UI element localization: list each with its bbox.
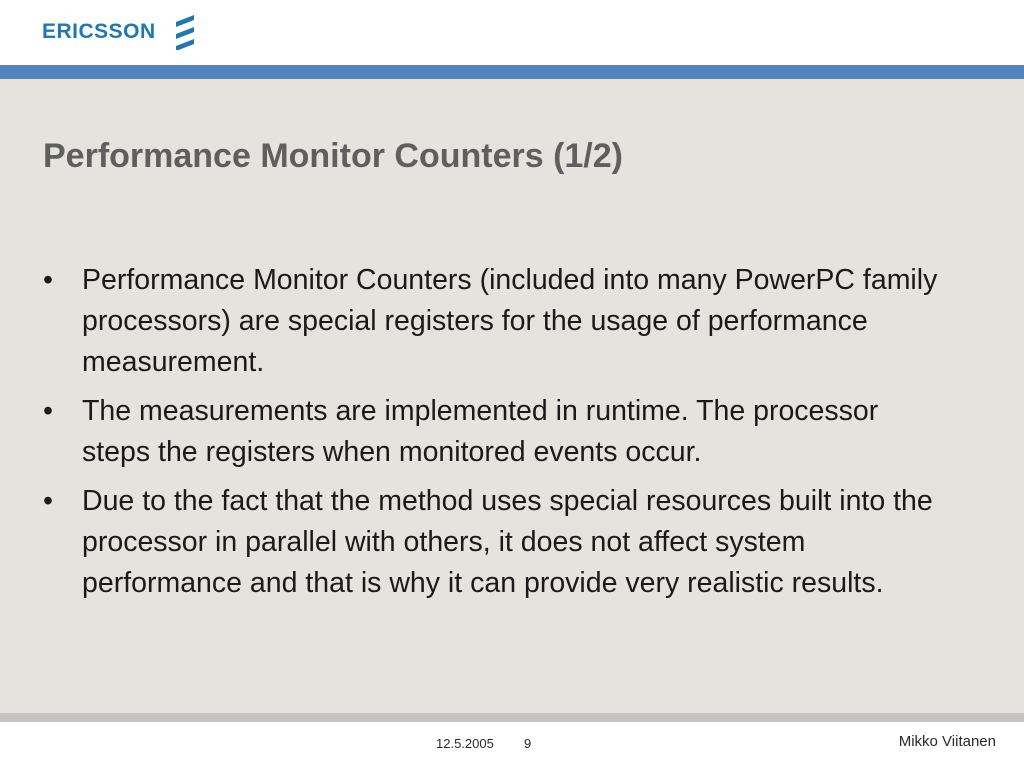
slide-content xyxy=(0,79,1024,713)
bullet-marker: • xyxy=(43,395,53,427)
slide-footer xyxy=(0,722,1024,768)
footer-divider-bar xyxy=(0,713,1024,722)
page-number: 9 xyxy=(524,736,532,751)
bullet-item xyxy=(43,391,948,473)
ericsson-stripes-icon xyxy=(172,14,198,50)
bullet-text: Due to the fact that the method uses special resources built into the processor in parallel with others, it does not affect system performance and that is why it can provide very realistic results. xyxy=(82,485,933,599)
slide-title: Performance Monitor Counters (1/2) xyxy=(43,137,623,175)
footer-date: 12.5.2005 xyxy=(436,736,494,751)
slide-header xyxy=(0,0,1024,65)
bullet-marker: • xyxy=(43,264,53,296)
bullet-list xyxy=(43,260,948,612)
footer-author: Mikko Viitanen xyxy=(898,733,996,750)
bullet-item xyxy=(43,260,948,383)
bullet-text: Performance Monitor Counters (included into many PowerPC family processors) are special registers for the usage of performance measurement. xyxy=(82,264,938,378)
bullet-item xyxy=(43,481,948,604)
logo-wordmark: ERICSSON xyxy=(42,20,156,43)
header-accent-bar xyxy=(0,65,1024,79)
ericsson-logo xyxy=(42,14,198,50)
bullet-marker: • xyxy=(43,485,53,517)
bullet-text: The measurements are implemented in runtime. The processor steps the registers when monitored events occur. xyxy=(82,395,879,468)
